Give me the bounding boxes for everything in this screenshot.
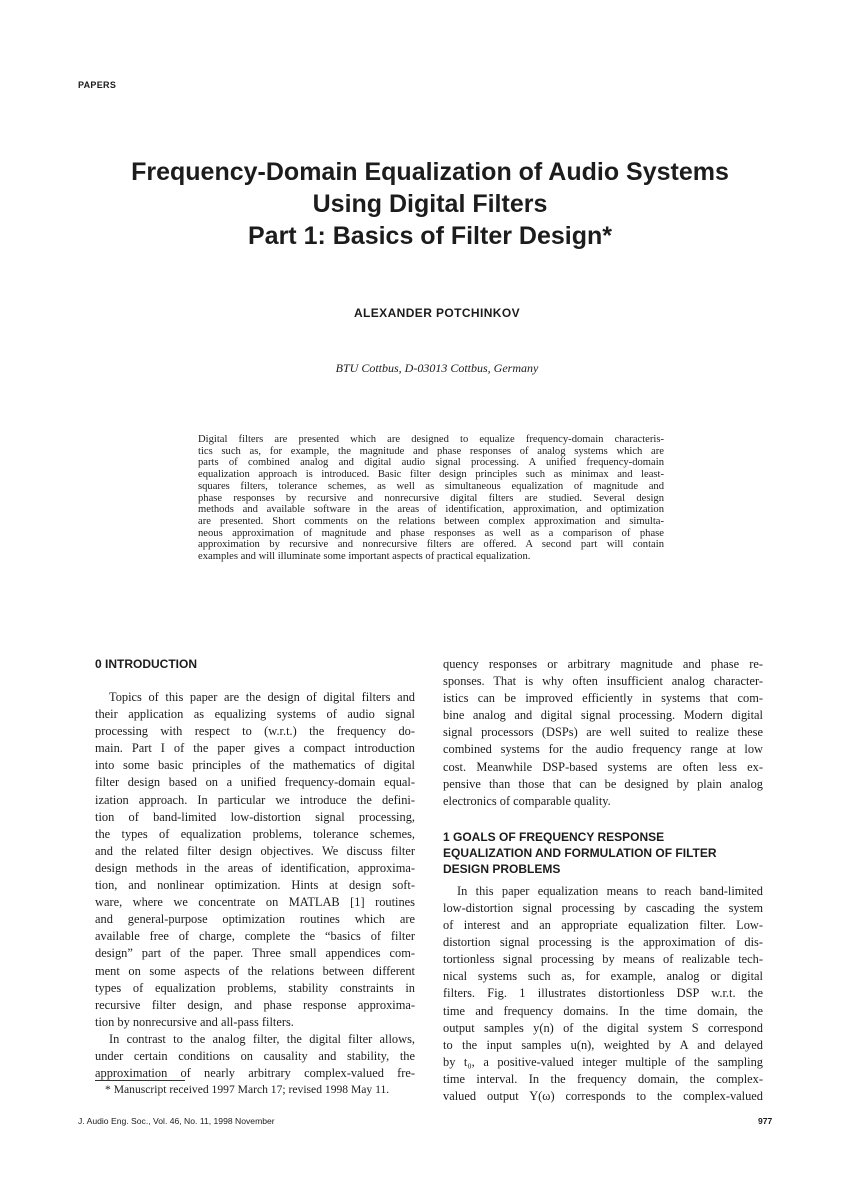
text-line: time and frequency domains. In the time domain, the	[443, 1003, 763, 1018]
text-line: types of equalization problems, stability constraints in	[95, 980, 415, 995]
section-heading-introduction: 0 INTRODUCTION	[95, 657, 197, 671]
heading-line: 1 GOALS OF FREQUENCY RESPONSE	[443, 829, 665, 844]
text-line: the types of equalization problems, tolerance schemes,	[95, 826, 415, 841]
text-line: distortion signal processing is the approximation of dis-	[443, 935, 763, 950]
footnote-divider	[95, 1080, 185, 1081]
text-line: main. Part I of the paper gives a compact introduction	[95, 741, 415, 756]
right-column	[443, 656, 763, 1105]
text-line: cost. Meanwhile DSP-based systems are often less ex-	[443, 759, 763, 774]
text-line: approximation of nearly arbitrary complex-valued fre-	[95, 1066, 415, 1081]
text-line: of interest and an appropriate equalization filter. Low-	[443, 918, 763, 933]
text-line: sponses. That is why often insufficient analog character-	[443, 674, 763, 689]
title-line-2: Using Digital Filters	[312, 190, 548, 218]
text-line: time interval. In the frequency domain, the complex-	[443, 1071, 763, 1086]
text-line: recursive filter design, and phase response approxima-	[95, 997, 415, 1012]
text-line: ization approach. In particular we introduce the defini-	[95, 792, 415, 807]
text-line: into some basic principles of the mathematics of digital	[95, 758, 415, 773]
text-line: nical systems such as, for example, analog or digital	[443, 969, 763, 984]
text-line: filters. Fig. 1 illustrates distortionless DSP w.r.t. the	[443, 986, 763, 1001]
abstract-line: equalization approach is introduced. Basic filter design principles such as minimax and least-	[198, 469, 664, 481]
text-line: available free of charge, complete the “basics of filter	[95, 929, 415, 944]
manuscript-footnote: * Manuscript received 1997 March 17; revised 1998 May 11.	[105, 1083, 390, 1096]
text-line: under certain conditions on causality and stability, the	[95, 1048, 415, 1063]
text-line: pensive than those that can be designed by plain analog	[443, 776, 763, 791]
author-affiliation: BTU Cottbus, D-03013 Cottbus, Germany	[335, 361, 539, 375]
intro-paragraph-2-continued	[443, 656, 763, 810]
paper-title	[60, 156, 800, 252]
text-line: quency responses or arbitrary magnitude and phase re-	[443, 657, 763, 671]
text-line: processing with respect to (w.r.t.) the frequency do-	[95, 724, 415, 739]
abstract-line: tics such as, for example, the magnitude and phase responses of analog systems which are	[198, 445, 664, 457]
text-line: and the related filter design objectives. We discuss filter	[95, 843, 415, 858]
title-line-3: Part 1: Basics of Filter Design*	[247, 222, 612, 250]
section-heading-goals	[443, 829, 763, 877]
text-line: electronics of comparable quality.	[443, 793, 611, 808]
text-line: tion of band-limited low-distortion signal processing,	[95, 809, 415, 824]
text-line: In contrast to the analog filter, the digital filter allows,	[109, 1031, 415, 1046]
abstract-line: are presented. Short comments on the relations between complex approximation and simulta-	[198, 515, 664, 527]
text-line: tortionless signal processing by means of realizable tech-	[443, 952, 763, 967]
text-line: and general-purpose optimization routines which are	[95, 912, 415, 927]
section1-paragraph-1	[443, 883, 763, 1105]
text-line: their application as equalizing systems of audio signal	[95, 707, 415, 722]
author-name: ALEXANDER POTCHINKOV	[353, 306, 520, 320]
intro-paragraph-2	[95, 1031, 415, 1082]
journal-citation: J. Audio Eng. Soc., Vol. 46, No. 11, 1998 November	[78, 1116, 275, 1126]
text-line: tion by nonrecursive and all-pass filters.	[95, 1014, 294, 1029]
abstract-line: Digital filters are presented which are designed to equalize frequency-domain characteris-	[198, 434, 664, 445]
intro-paragraph-1	[95, 689, 415, 1031]
text-line: design methods in the areas of identification, approxima-	[95, 860, 415, 875]
text-line: output samples y(n) of the digital system S correspond	[443, 1020, 763, 1035]
abstract-line: examples and will illuminate some important aspects of practical equalization.	[198, 551, 531, 563]
text-line: signal processors (DSPs) are well suited to realize these	[443, 725, 763, 740]
abstract-line: squares filters, tolerance schemes, as well as simultaneous equalization of magnitude and	[198, 480, 664, 492]
text-line: bine analog and digital signal processing. Modern digital	[443, 708, 763, 723]
left-column	[95, 656, 415, 1082]
text-line: combined systems for the audio frequency range at low	[443, 742, 763, 757]
abstract-line: approximation by recursive and nonrecursive filters are offered. A second part will contain	[198, 539, 664, 551]
text-line: design” part of the paper. Three small appendices com-	[95, 946, 415, 961]
abstract-line: phase responses by recursive and nonrecursive digital filters are studied. Several design	[198, 492, 664, 504]
abstract-line: parts of combined analog and digital audio signal processing. A unified frequency-domain	[198, 457, 664, 469]
abstract	[198, 434, 664, 563]
text-line: ment on some aspects of the relations between different	[95, 963, 415, 978]
text-line: filter design based on a unified frequency-domain equal-	[95, 775, 415, 790]
text-line: low-distortion signal processing by cascading the system	[443, 900, 763, 915]
running-header: PAPERS	[78, 80, 117, 90]
text-line: valued output Y(ω) corresponds to the complex-valued	[443, 1088, 763, 1103]
heading-line: EQUALIZATION AND FORMULATION OF FILTER	[443, 845, 717, 860]
text-line: istics can be improved efficiently in systems that com-	[443, 691, 763, 706]
abstract-line: neous approximation of magnitude and phase responses as well as a comparison of phase	[198, 527, 664, 539]
text-line: tion, and nonlinear optimization. Hints at design soft-	[95, 878, 415, 893]
text-line: In this paper equalization means to reach band-limited	[457, 883, 763, 898]
heading-line: DESIGN PROBLEMS	[443, 861, 561, 876]
text-line: Topics of this paper are the design of digital filters and	[109, 690, 415, 704]
text-line: ware, where we concentrate on MATLAB [1] routines	[95, 895, 415, 910]
title-line-1: Frequency-Domain Equalization of Audio Systems	[131, 158, 729, 186]
text-line: by t₀, a positive-valued integer multiple of the sampling	[443, 1054, 763, 1069]
abstract-line: methods and available software in the areas of identification, approximation, and optimization	[198, 504, 664, 516]
text-line: to the input samples u(n), weighted by A and delayed	[443, 1037, 763, 1052]
page-number: 977	[758, 1116, 773, 1126]
